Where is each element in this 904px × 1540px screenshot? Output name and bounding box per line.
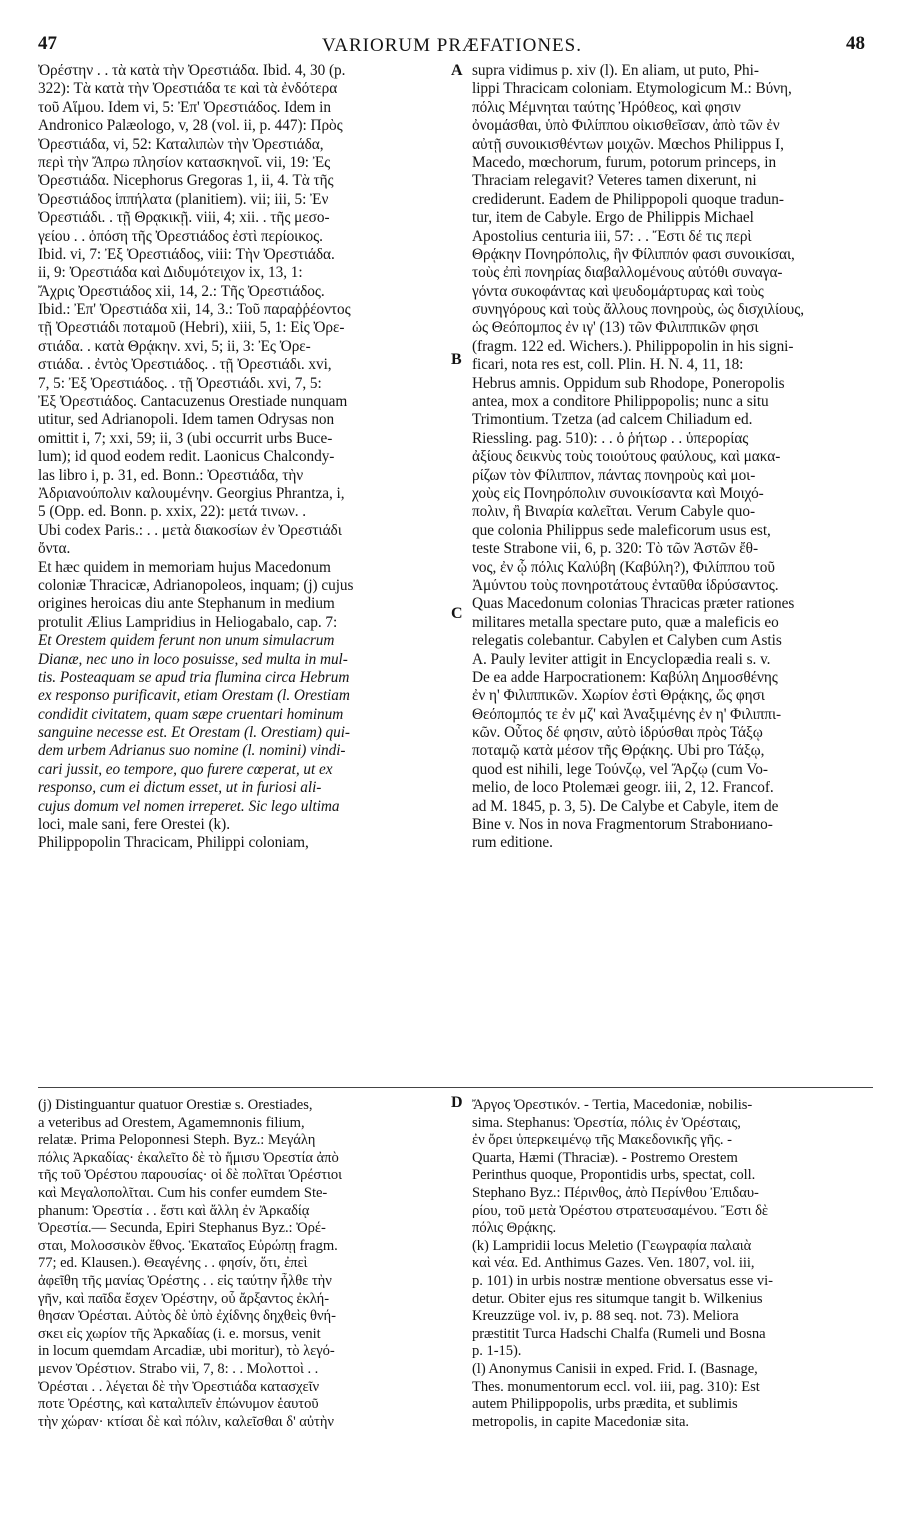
- text-line: 77; ed. Klausen.). Θεαγένης . . φησίν, ὅτι, ἐπεὶ: [38, 1255, 308, 1272]
- text-line: militares metalla spectare puto, quæ a maleficis eo: [472, 613, 779, 631]
- text-line: omittit i, 7; xxi, 59; ii, 3 (ubi occurrit urbs Buce-: [38, 429, 333, 447]
- text-line: Riessling. pag. 510): . . ὁ ῥήτωρ . . ὑπερορίας: [472, 429, 749, 447]
- text-line: Apostolius centuria iii, 57: . . Ἔστι δέ τις περὶ: [472, 227, 752, 245]
- text-line: ποταμῷ κατὰ μέσον τῆς Θρᾴκης. Ubi pro Τάξῳ,: [472, 742, 765, 760]
- text-line: præstitit Turca Hadschi Chalfa (Rumeli und Bosna: [472, 1325, 766, 1342]
- text-line: γόντα συκοφάντας καὶ ψευδομάρτυρας καὶ τοὺς: [472, 282, 764, 300]
- text-line: μενον Ὀρέστιον. Strabo vii, 7, 8: . . Μολοττοὶ . .: [38, 1360, 319, 1377]
- text-line: Ὀρέστην . . τὰ κατὰ τὴν Ὀρεστιάδα. Ibid. 4, 30 (p.: [38, 62, 346, 79]
- text-line: ρίζων τὸν Φίλιππον, πάντας πονηροὺς καὶ μοι-: [472, 466, 756, 484]
- page-header: [0, 0, 904, 58]
- text-line: quod est nihili, lege Τούνζῳ, vel Ἄρζῳ (cum Vo-: [472, 760, 768, 778]
- section-marker-a: A: [451, 62, 463, 79]
- text-line: ἀξίους δεικνὺς τοὺς τοιούτους φαύλους, καὶ μακα-: [472, 448, 781, 466]
- right-text-column: [472, 62, 870, 853]
- text-line: phanum: Ὀρεστία . . ἔστι καὶ ἄλλη ἐν Ἀρκαδίᾳ: [38, 1202, 310, 1219]
- running-title: VARIORUM PRÆFATIONES.: [322, 35, 582, 56]
- text-line: rum editione.: [472, 834, 553, 852]
- text-line: condidit civitatem, quam sæpe cruentari hominum: [38, 705, 344, 723]
- section-marker-d: D: [451, 1094, 463, 1111]
- text-line: Ibid. vi, 7: Ἐξ Ὀρεστιάδος, viii: Τὴν Ὀρεστιάδα.: [38, 245, 335, 263]
- left-footnotes: [38, 1097, 458, 1431]
- section-marker-b: B: [451, 351, 462, 368]
- text-line: 5 (Opp. ed. Bonn. p. xxix, 22): μετά τινων. .: [38, 503, 307, 521]
- text-line: τοῦ Αἵμου. Idem vi, 5: Ἐπ' Ὀρεστιάδος. Idem in: [38, 98, 331, 116]
- page-number-right: 48: [846, 33, 865, 54]
- text-line: Ὀρεστιάδι. . τῇ Θρᾳκικῇ. viii, 4; xii. . τῆς μεσο-: [38, 209, 330, 227]
- text-line: lippi Thracicam coloniam. Etymologicum M.: Βύνη,: [472, 80, 792, 98]
- text-line: Thraciam relegavit? Veteres tamen dixerunt, ni: [472, 172, 757, 190]
- text-line: p. 101) in urbis nostræ mentione obversatus esse vi-: [472, 1272, 773, 1289]
- text-line: in locum quemdam Arcadiæ, ubi moritur), τὸ λεγό-: [38, 1343, 335, 1360]
- text-line: sanguine necesse est. Et Orestam (l. Orestiam) qui-: [38, 724, 350, 742]
- text-line: supra vidimus p. xiv (l). En aliam, ut puto, Phi-: [472, 62, 759, 79]
- text-line: πόλις Μέμνηται ταύτης Ἠρόθεος, καὶ φησιν: [472, 98, 741, 116]
- section-marker-c: C: [451, 605, 463, 622]
- text-line: cujus domum vel nomen irreperet. Sic lego ultima: [38, 797, 340, 815]
- text-line: las libro i, p. 31, ed. Bonn.: Ὀρεστιάδα, τὴν: [38, 466, 304, 484]
- text-line: dem urbem Adrianus suo nomine (l. nomini) vindi-: [38, 742, 346, 760]
- text-line: tur, item de Cabyle. Ergo de Philippis Michael: [472, 209, 754, 227]
- text-line: ad M. 1845, p. 3, 5). De Calybe et Cabyle, item de: [472, 797, 779, 815]
- text-line: cari jussit, eo tempore, quo furere cœperat, ut ex: [38, 760, 333, 778]
- text-line: Ὀρεστία.— Secunda, Epiri Stephanus Byz.: Ὀρέ-: [38, 1220, 326, 1237]
- text-line: Θεόπομπός τε ἐν μζ' καὶ Ἀναξιμένης ἐν η' Φιλιππι-: [472, 705, 782, 723]
- left-text-column: [38, 62, 458, 853]
- text-line: Ὀρεστιάδα. Nicephorus Gregoras 1, ii, 4. Τὰ τῆς: [38, 172, 334, 190]
- text-line: que colonia Philippus sede maleficorum usus est,: [472, 521, 771, 539]
- text-line: ρίου, τοῦ μετὰ Ὀρέστου στρατευσαμένου. Ἔστι δὲ: [472, 1202, 769, 1219]
- text-line: ἐν ὄρει ὑπερκειμένῳ τῆς Μακεδονικῆς γῆς. -: [472, 1132, 732, 1149]
- text-line: relatæ. Prima Peloponnesi Steph. Byz.: Μεγάλη: [38, 1132, 316, 1149]
- text-line: Ὀρεστιάδα, vi, 52: Καταλιπὼν τὴν Ὀρεστιάδα,: [38, 135, 324, 153]
- text-line: antea, mox a conditore Philippopolis; nunc a situ: [472, 393, 769, 411]
- text-line: Dianæ, nec uno in loco posuisse, sed multa in mul-: [38, 650, 348, 668]
- right-footnotes: [472, 1097, 870, 1431]
- text-line: στιάδα. . κατὰ Θρᾴκην. xvi, 5; ii, 3: Ἐς Ὀρε-: [38, 337, 311, 355]
- text-line: Et Orestem quidem ferunt non unum simulacrum: [38, 632, 335, 650]
- text-line: Philippopolin Thracicam, Philippi coloniam,: [38, 834, 309, 852]
- text-line: Ἄργος Ὀρεστικόν. - Tertia, Macedoniæ, nobilis-: [472, 1097, 753, 1113]
- text-line: Ubi codex Paris.: . . μετὰ διακοσίων ἐν Ὀρεστιάδι: [38, 521, 342, 539]
- text-line: γείου . . ὁπόση τῆς Ὀρεστιάδος ἐστὶ περίοικος.: [38, 227, 323, 245]
- text-line: Macedo, mœchorum, furum, potorum princeps, in: [472, 153, 777, 171]
- text-line: Et hæc quidem in memoriam hujus Macedonum: [38, 558, 331, 576]
- text-line: metropolis, in capite Macedoniæ sita.: [472, 1413, 690, 1430]
- text-line: χοὺς εἰς Πονηρόπολιν συνοικίσαντα καὶ Μοιχό-: [472, 484, 764, 502]
- text-line: Kreuzzüge vol. iv, p. 88 seq. not. 73). Meliora: [472, 1308, 739, 1325]
- text-line: responso, cum ei dictum esset, ut in furiosi ali-: [38, 779, 322, 797]
- text-line: a veteribus ad Orestem, Agamemnonis filium,: [38, 1114, 305, 1131]
- text-line: Perinthus quoque, Propontidis urbs, spectat, coll.: [472, 1167, 756, 1184]
- text-line: τὴν χώραν· κτίσαι δὲ καὶ πόλιν, καλεῖσθαι δ' αὐτὴν: [38, 1413, 334, 1430]
- text-line: Quarta, Hæmi (Thraciæ). - Postremo Orestem: [472, 1149, 738, 1166]
- text-line: θησαν Ὀρέσται. Αὐτὸς δὲ ὑπὸ ἐχίδνης δηχθεὶς θνή-: [38, 1308, 336, 1325]
- text-line: πόλις Ἀρκαδίας· ἐκαλεῖτο δὲ τὸ ἥμισυ Ὀρεστία ἀπὸ: [38, 1149, 339, 1166]
- text-line: πολιν, ἢ Βιναρία καλεῖται. Verum Cabyle quo-: [472, 503, 756, 521]
- text-line: melio, de loco Ptolemæi geogr. iii, 2, 12. Francof.: [472, 779, 774, 797]
- text-line: Bine v. Nos in nova Fragmentorum Strabониano-: [472, 816, 773, 834]
- text-line: (k) Lampridii locus Meletio (Γεωγραφία παλαιὰ: [472, 1237, 752, 1254]
- page-number-left: 47: [38, 33, 57, 54]
- text-line: De ea adde Harpocrationem: Καβύλη Δημοσθένης: [472, 668, 778, 686]
- text-line: Stephano Byz.: Πέρινθος, ἀπὸ Περίνθου Ἐπιδαυ-: [472, 1184, 759, 1201]
- text-line: detur. Obiter ejus res situmque tangit b. Wilkenius: [472, 1290, 763, 1307]
- text-line: Ὀρέσται . . λέγεται δὲ τὴν Ὀρεστιάδα κατασχεῖν: [38, 1378, 320, 1395]
- text-line: Hebrus amnis. Oppidum sub Rhodope, Poneropolis: [472, 374, 785, 392]
- text-line: A. Pauly leviter attigit in Encyclopædia reali s. v.: [472, 650, 771, 668]
- text-line: Θρᾴκην Πονηρόπολις, ἣν Φίλιππόν φασι συνοικίσαι,: [472, 245, 795, 263]
- text-line: origines heroicas diu ante Stephanum in medium: [38, 595, 335, 613]
- text-line: ἐν η' Φιλιππικῶν. Χωρίον ἐστὶ Θρᾴκης, ὥς φησι: [472, 687, 765, 705]
- text-line: tis. Posteaquam se apud tria flumina circa Hebrum: [38, 668, 350, 686]
- text-line: Ἀμύντου τοὺς πονηροτάτους ἐνταῦθα ἱδρύσαντος.: [472, 576, 779, 594]
- text-line: sima. Stephanus: Ὀρεστία, πόλις ἐν Ὀρέσταις,: [472, 1114, 741, 1131]
- text-line: coloniæ Thracicæ, Adrianopoleos, inquam; (j) cujus: [38, 576, 354, 594]
- text-line: 322): Τὰ κατὰ τὴν Ὀρεστιάδα τε καὶ τὰ ἐνδότερα: [38, 80, 338, 98]
- text-line: (fragm. 122 ed. Wichers.). Philippopolin in his signi-: [472, 337, 794, 355]
- footnote-rule: [38, 1087, 873, 1088]
- text-line: relegatis colebantur. Cabylen et Calyben cum Astis: [472, 632, 782, 650]
- text-line: συνηγόρους καὶ τοὺς ἄλλους πονηροὺς, ὡς δισχιλίους,: [472, 301, 804, 319]
- text-line: (l) Anonymus Canisii in exped. Frid. I. (Basnage,: [472, 1360, 758, 1377]
- text-line: teste Strabone vii, 6, p. 320: Τὸ τῶν Ἀστῶν ἔθ-: [472, 540, 758, 558]
- text-line: περὶ τὴν Ἄπρω πλησίον κατασκηνοῖ. vii, 19: Ἐς: [38, 153, 331, 171]
- text-line: Ὀρεστιάδος ἱππήλατα (planitiem). vii; iii, 5: Ἐν: [38, 190, 329, 208]
- text-line: ἀφεῖθη τῆς μανίας Ὀρέστης . . εἰς ταύτην ἦλθε τὴν: [38, 1272, 332, 1289]
- text-line: Trimontium. Tzetza (ad calcem Chiliadum ed.: [472, 411, 753, 429]
- text-line: σκει εἰς χωρίον τῆς Ἀρκαδίας (i. e. morsus, venit: [38, 1325, 321, 1342]
- text-line: ficari, nota res est, coll. Plin. H. N. 4, 11, 18:: [472, 356, 744, 374]
- text-line: τῇ Ὀρεστιάδι ποταμοῦ (Hebri), xiii, 5, 1: Εἰς Ὀρε-: [38, 319, 345, 337]
- text-line: ii, 9: Ὀρεστιάδα καὶ Διδυμότειχον ix, 13, 1:: [38, 264, 303, 282]
- text-line: ὀνομάσθαι, ὑπὸ Φιλίππου οἰκισθεῖσαν, ἀπὸ τῶν ἐν: [472, 117, 780, 135]
- text-line: νος, ἐν ᾧ πόλις Καλύβη (Καβύλη?), Φιλίππου τοῦ: [472, 558, 775, 576]
- text-line: 7, 5: Ἐξ Ὀρεστιάδος. . τῇ Ὀρεστιάδι. xvi, 7, 5:: [38, 374, 322, 392]
- text-line: crediderunt. Eadem de Philippopoli quoque tradun-: [472, 190, 784, 208]
- text-line: Quas Macedonum colonias Thracicas præter rationes: [472, 595, 795, 613]
- text-line: κῶν. Οὗτος δέ φησιν, αὐτὸ ἱδρύσθαι πρὸς Τάξῳ: [472, 724, 763, 742]
- text-line: πόλις Θρᾴκης.: [472, 1220, 557, 1237]
- text-line: τῆς τοῦ Ὀρέστου παρουσίας· οἱ δὲ πολῖται Ὀρέστιοι: [38, 1167, 343, 1184]
- text-line: Ἀδριανούπολιν καλουμένην. Georgius Phrantza, i,: [38, 484, 345, 502]
- text-line: Thes. monumentorum eccl. vol. iii, pag. 310): Est: [472, 1378, 760, 1395]
- text-line: Andronico Palæologo, v, 28 (vol. ii, p. 447): Πρὸς: [38, 117, 343, 135]
- text-line: καὶ νέα. Ed. Anthimus Gazes. Ven. 1807, vol. iii,: [472, 1255, 755, 1272]
- text-line: autem Philippopolis, urbs prædita, et sublimis: [472, 1396, 738, 1413]
- text-line: ποτε Ὀρέστης, καὶ καταλιπεῖν ἐπώνυμον ἑαυτοῦ: [38, 1396, 319, 1413]
- text-line: Ἐξ Ὀρεστιάδος. Cantacuzenus Orestiade nunquam: [38, 393, 348, 411]
- text-line: utitur, sed Adrianopoli. Idem tamen Odrysas non: [38, 411, 335, 429]
- text-line: στιάδα. . ἐντὸς Ὀρεστιάδος. . τῇ Ὀρεστιάδι. xvi,: [38, 356, 332, 374]
- text-line: καὶ Μεγαλοπολῖται. Cum his confer eumdem Ste-: [38, 1184, 328, 1201]
- text-line: lum); id quod eodem redit. Laonicus Chalcondy-: [38, 448, 335, 466]
- text-line: Ἄχρις Ὀρεστιάδος xii, 14, 2.: Τῆς Ὀρεστιάδος.: [38, 282, 325, 300]
- text-line: loci, male sani, fere Orestei (k).: [38, 816, 230, 834]
- text-line: γῆν, καὶ παῖδα ἔσχεν Ὀρέστην, οὗ ἄρξαντος ἐκλή-: [38, 1290, 330, 1307]
- text-line: Ibid.: Ἐπ' Ὀρεστιάδα xii, 14, 3.: Τοῦ παραῤῥέοντος: [38, 301, 351, 319]
- text-line: αὐτῇ συνοικισθέντων μοιχῶν. Mœchos Philippus I,: [472, 135, 784, 153]
- text-line: ὡς Θεόπομπος ἐν ιγ' (13) τῶν Φιλιππικῶν φησι: [472, 319, 759, 337]
- text-line: protulit Ælius Lampridius in Heliogabalo, cap. 7:: [38, 613, 338, 631]
- text-line: τοὺς ἐπὶ πονηρίας διαβαλλομένους αὐτόθι συναγα-: [472, 264, 783, 282]
- text-line: (j) Distinguantur quatuor Orestiæ s. Orestiades,: [38, 1097, 313, 1113]
- text-line: p. 1-15).: [472, 1343, 522, 1360]
- text-line: ex responso purificavit, etiam Orestam (l. Orestiam: [38, 687, 350, 705]
- text-line: σται, Μολοσσικὸν ἔθνος. Ἑκαταῖος Εὐρώπῃ fragm.: [38, 1237, 338, 1254]
- text-line: ὄντα.: [38, 540, 71, 558]
